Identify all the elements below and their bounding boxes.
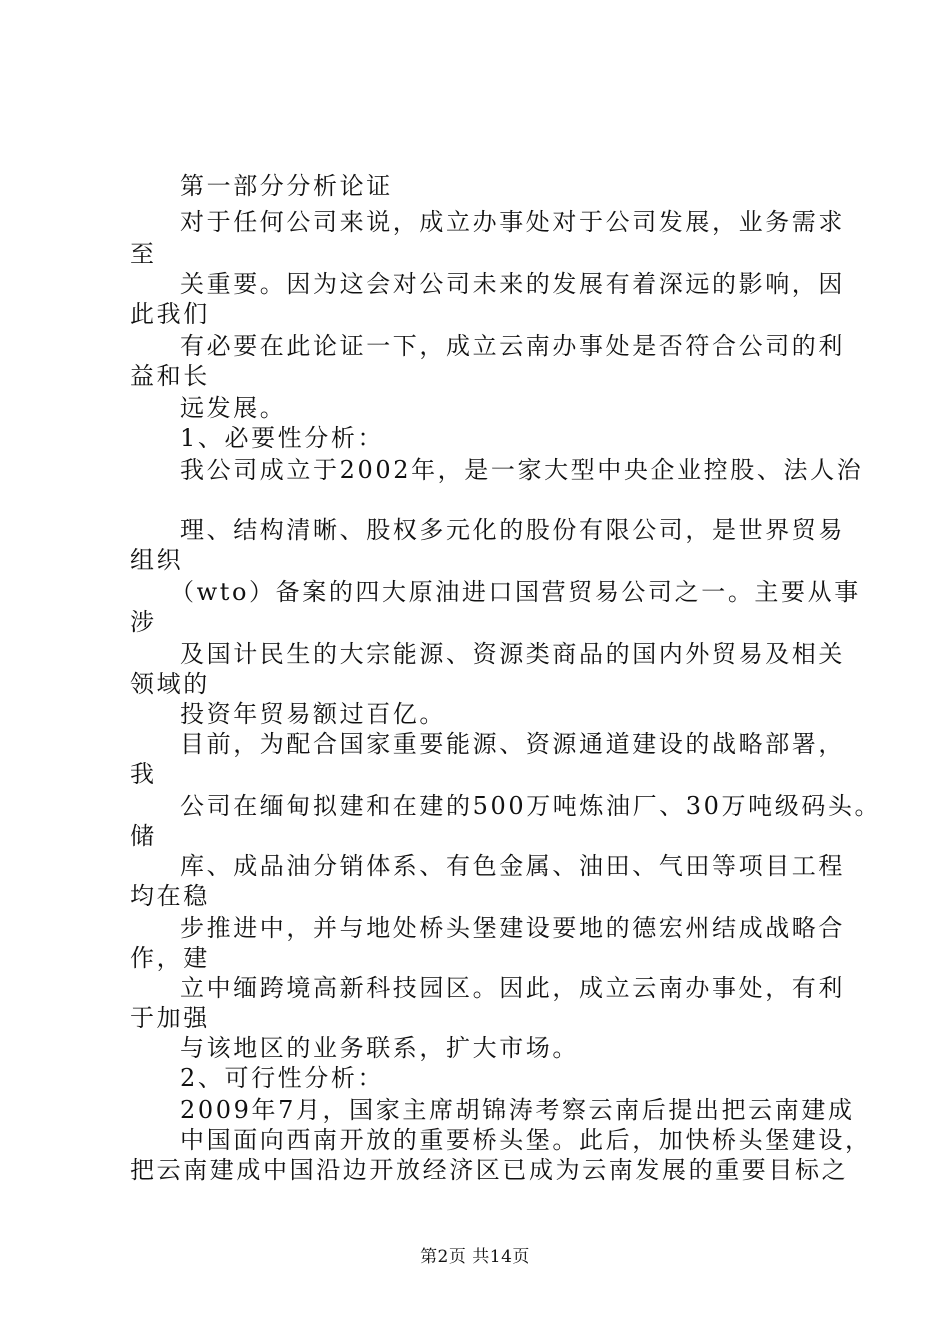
section-heading: 第一部分分析论证 bbox=[180, 172, 393, 200]
paragraph-line: 立中缅跨境高新科技园区。因此，成立云南办事处，有利 bbox=[180, 974, 845, 1002]
paragraph-line: 公司在缅甸拟建和在建的500万吨炼油厂、30万吨级码头。 bbox=[180, 792, 882, 820]
paragraph-line: 此我们 bbox=[130, 300, 210, 328]
paragraph-line: 组织 bbox=[130, 546, 184, 574]
paragraph-line: 与该地区的业务联系，扩大市场。 bbox=[180, 1034, 579, 1062]
subsection-heading: 2、可行性分析： bbox=[180, 1064, 385, 1092]
paragraph-line: 步推进中，并与地处桥头堡建设要地的德宏州结成战略合 bbox=[180, 914, 845, 942]
paragraph-line: 2009年7月，国家主席胡锦涛考察云南后提出把云南建成 bbox=[180, 1096, 855, 1124]
paragraph-line: 作，建 bbox=[130, 944, 210, 972]
paragraph-line: 关重要。因为这会对公司未来的发展有着深远的影响，因 bbox=[180, 270, 845, 298]
paragraph-line: 储 bbox=[130, 822, 157, 850]
page-number-footer: 第2页 共14页 bbox=[420, 1247, 530, 1267]
paragraph-line: 远发展。 bbox=[180, 394, 287, 422]
paragraph-line: 我 bbox=[130, 760, 157, 788]
paragraph-line: 至 bbox=[130, 240, 157, 268]
paragraph-line: 于加强 bbox=[130, 1004, 210, 1032]
paragraph-line: 对于任何公司来说，成立办事处对于公司发展，业务需求 bbox=[180, 208, 845, 236]
paragraph-line: 益和长 bbox=[130, 362, 210, 390]
paragraph-line: 有必要在此论证一下，成立云南办事处是否符合公司的利 bbox=[180, 332, 845, 360]
paragraph-line: 领域的 bbox=[130, 670, 210, 698]
paragraph-line: 中国面向西南开放的重要桥头堡。此后，加快桥头堡建设， bbox=[180, 1126, 872, 1154]
paragraph-line: 涉 bbox=[130, 608, 157, 636]
paragraph-line: 把云南建成中国沿边开放经济区已成为云南发展的重要目标之 bbox=[130, 1156, 849, 1184]
paragraph-line: 理、结构清晰、股权多元化的股份有限公司，是世界贸易 bbox=[180, 516, 845, 544]
paragraph-line: 均在稳 bbox=[130, 882, 210, 910]
paragraph-line: 及国计民生的大宗能源、资源类商品的国内外贸易及相关 bbox=[180, 640, 845, 668]
paragraph-line: 投资年贸易额过百亿。 bbox=[180, 700, 446, 728]
paragraph-line: 我公司成立于2002年，是一家大型中央企业控股、法人治 bbox=[180, 456, 864, 484]
paragraph-line: （wto）备案的四大原油进口国营贸易公司之一。主要从事 bbox=[170, 578, 861, 606]
subsection-heading: 1、必要性分析： bbox=[180, 424, 385, 452]
paragraph-line: 目前，为配合国家重要能源、资源通道建设的战略部署， bbox=[180, 730, 845, 758]
paragraph-line: 库、成品油分销体系、有色金属、油田、气田等项目工程 bbox=[180, 852, 845, 880]
